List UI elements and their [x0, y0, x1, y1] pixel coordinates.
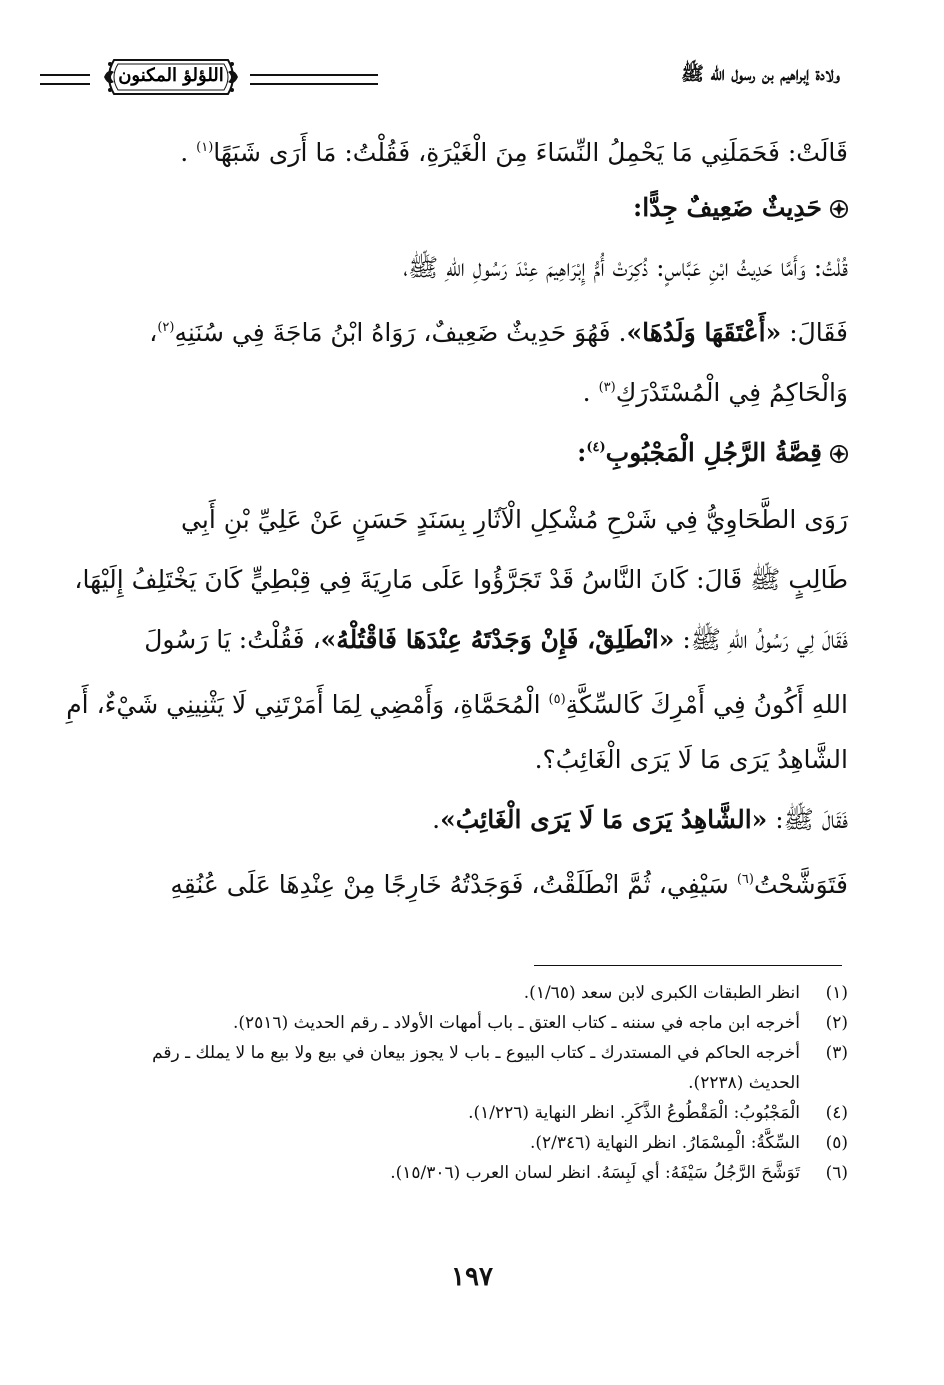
section-heading: قِصَّةُ الرَّجُلِ الْمَجْبُوبِ$^{(٤)}$:	[106, 418, 848, 478]
section-heading: حَدِيثٌ ضَعِيفٌ جِدًّا:	[106, 178, 848, 238]
page-number: ١٩٧	[451, 1262, 493, 1292]
footnote: (١) انظر الطبقات الكبرى لابن سعد (١/٦٥).	[523, 983, 848, 1003]
footnote: (٣) أخرجه الحاكم في المستدرك ـ كتاب البيوع ـ باب لا يجوز بيعان في بيع ولا بيع ما لا يملك ـ رقم الحديث (٢٢٣٨).	[152, 1043, 848, 1093]
footnote-ref[interactable]: (٤)	[586, 440, 606, 455]
text-line: فَقَالَ ﷺ: «الشَّاهِدُ يَرَى مَا لَا يَرَى الْغَائِبُ».	[432, 805, 848, 834]
text-line: الشَّاهِدُ يَرَى مَا لَا يَرَى الْغَائِبُ؟.	[534, 745, 848, 774]
hadith-quote: «أَعْتَقَهَا وَلَدُهَا»	[626, 318, 782, 347]
footnote: (٤) الْمَجْبُوبُ: الْمَقْطُوعُ الذَّكَرِ. انظر النهاية (١/٢٢٦).	[468, 1103, 848, 1123]
hadith-quote: «انْطَلِقْ، فَإِنْ وَجَدْتَهُ عِنْدَهَا فَاقْتُلْهُ»	[320, 625, 675, 654]
main-text	[66, 118, 848, 910]
chapter-title: ولادة إبراهيم بن رسول الله ﷺ	[680, 63, 840, 85]
book-title-cartouche	[102, 54, 240, 100]
text-line: فَقَالَ: «أَعْتَقَهَا وَلَدُهَا». فَهُوَ حَدِيثٌ ضَعِيفٌ، رَوَاهُ ابْنُ مَاجَةَ فِي سُنَنِهِ$^{(٢)}$،	[149, 318, 848, 347]
footnotes	[100, 978, 848, 1188]
text-line: فَقَالَ لِي رَسُولُ اللهِ ﷺ: «انْطَلِقْ، فَإِنْ وَجَدْتَهُ عِنْدَهَا فَاقْتُلْهُ»، فَقُلْتُ: يَا رَسُولَ	[144, 625, 848, 654]
running-header	[40, 52, 840, 102]
footnote-ref[interactable]: (٢)	[157, 320, 175, 335]
text-line: اللهِ أَكُونُ فِي أَمْرِكَ كَالسِّكَّةِ$^{(٥)}$ الْمُحَمَّاةِ، وَأَمْضِي لِمَا أَمَرْتَنِي لَا يَثْنِينِي شَيْءٌ، أَمِ	[66, 690, 848, 719]
footnote: (٦) تَوَشَّحَ الرَّجُلُ سَيْفَهُ: أي لَبِسَهُ. انظر لسان العرب (١٥/٣٠٦).	[390, 1163, 848, 1183]
footnote: (٢) أخرجه ابن ماجه في سننه ـ كتاب العتق ـ باب أمهات الأولاد ـ رقم الحديث (٢٥١٦).	[232, 1013, 848, 1033]
footnote-ref[interactable]: (١)	[196, 140, 214, 155]
footnote-ref[interactable]: (٥)	[548, 692, 566, 707]
flower-bullet-icon	[830, 445, 848, 463]
text-line: قُلْتُ: وَأَمَّا حَدِيثُ ابْنِ عَبَّاسٍ: ذُكِرَتْ أُمُّ إِبْرَاهِيمَ عِنْدَ رَسُولِ اللهِ ﷺ،	[403, 253, 848, 282]
footnote-ref[interactable]: (٦)	[736, 872, 754, 887]
text-line: طَالِبٍ ﷺ قَالَ: كَانَ النَّاسُ قَدْ تَجَرَّؤُوا عَلَى مَارِيَةَ فِي قِبْطِيٍّ كَانَ يَخْتَلِفُ إِلَيْهَا،	[74, 565, 848, 594]
flower-bullet-icon	[830, 200, 848, 218]
hadith-quote: «الشَّاهِدُ يَرَى مَا لَا يَرَى الْغَائِبُ»	[440, 805, 768, 834]
header-rule-right	[250, 74, 378, 85]
footnote-ref[interactable]: (٣)	[598, 380, 616, 395]
text-line: فَتَوَشَّحْتُ$^{(٦)}$ سَيْفِي، ثُمَّ انْطَلَقْتُ، فَوَجَدْتُهُ خَارِجًا مِنْ عِنْدِهَا عَلَى عُنُقِهِ	[170, 870, 848, 899]
text-line: وَالْحَاكِمُ فِي الْمُسْتَدْرَكِ$^{(٣)}$ .	[582, 378, 848, 407]
text-line: رَوَى الطَّحَاوِيُّ فِي شَرْحِ مُشْكِلِ الْآثَارِ بِسَنَدٍ حَسَنٍ عَنْ عَلِيِّ بْنِ أَبِي	[181, 505, 848, 534]
book-title: اللؤلؤ المكنون	[118, 65, 224, 86]
footnote-separator	[534, 965, 842, 966]
text-line: قَالَتْ: فَحَمَلَنِي مَا يَحْمِلُ النِّسَاءَ مِنَ الْغَيْرَةِ، فَقُلْتُ: مَا أَرَى شَبَهًا$^{(١)}$ .	[180, 138, 848, 167]
footnote: (٥) السِّكَّةُ: الْمِسْمَارُ. انظر النهاية (٢/٣٤٦).	[529, 1133, 848, 1153]
header-rule-left	[40, 74, 90, 85]
